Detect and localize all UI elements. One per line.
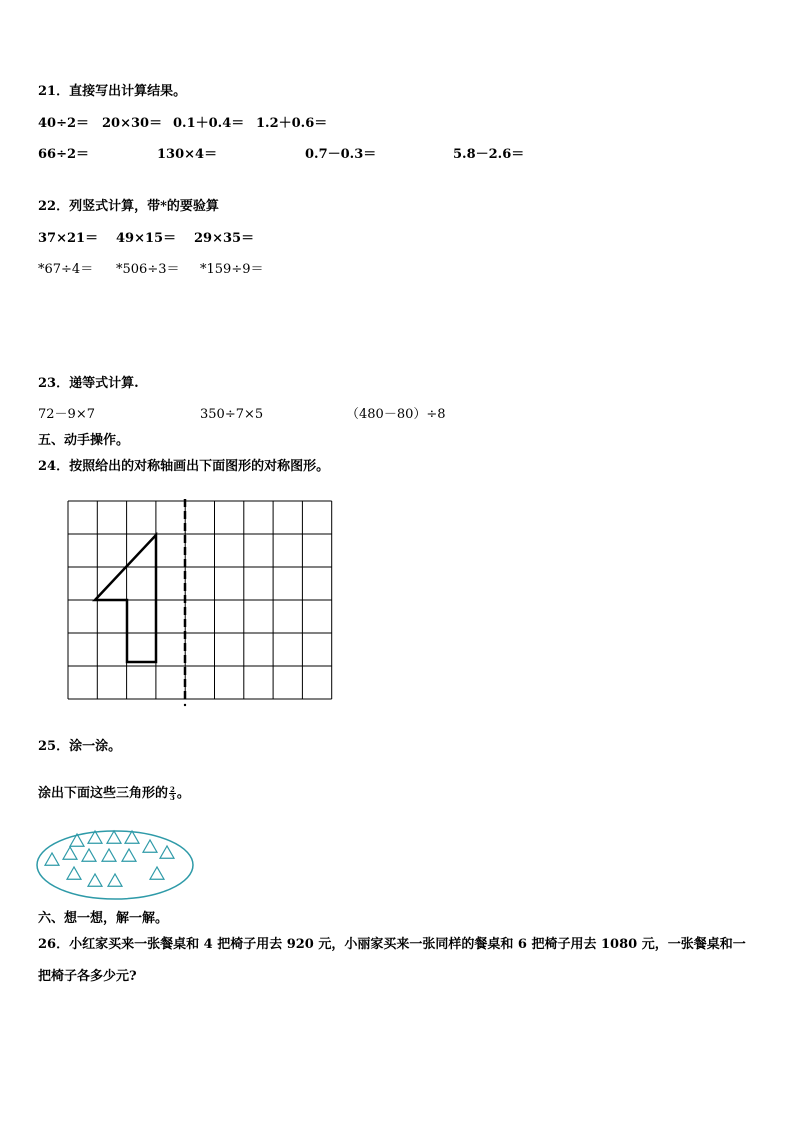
q23-title: 23．递等式计算. xyxy=(38,376,139,391)
q21-expr-2: 20×30＝ xyxy=(102,116,163,131)
triangle-outline xyxy=(122,849,136,861)
q23-expr-2: 350÷7×5 xyxy=(200,407,264,422)
q26-line-1: 26．小红家买来一张餐桌和 4 把椅子用去 920 元，小丽家买来一张同样的餐桌和 6 把椅子用去 1080 元，一张餐桌和一 xyxy=(38,937,746,952)
triangle-outline xyxy=(63,847,77,859)
shape-figure-four xyxy=(95,535,156,662)
q22-expr-3: 29×35＝ xyxy=(194,231,255,246)
q22-expr-6: *159÷9＝ xyxy=(200,262,264,277)
q25-instruction-suffix: 。 xyxy=(176,786,190,801)
fraction-two-thirds xyxy=(169,786,176,801)
section-5-heading: 五、动手操作。 xyxy=(38,433,130,448)
q25-instruction-prefix: 涂出下面这些三角形的 xyxy=(38,786,169,801)
q25-title: 25．涂一涂。 xyxy=(38,739,122,754)
section-6-heading: 六、想一想，解一解。 xyxy=(38,911,169,926)
symmetry-grid xyxy=(60,495,350,710)
q21-title: 21．直接写出计算结果。 xyxy=(38,84,187,99)
triangle-outline xyxy=(150,867,164,879)
q21-expr-3: 0.1＋0.4＝ xyxy=(173,116,245,131)
q25-instruction xyxy=(38,786,190,802)
q21-expr-7: 0.7－0.3＝ xyxy=(305,147,377,162)
ellipse-outline xyxy=(37,831,193,899)
triangle-outline xyxy=(160,846,174,858)
q23-expr-1: 72－9×7 xyxy=(38,407,95,422)
q22-expr-1: 37×21＝ xyxy=(38,231,99,246)
triangle-outline xyxy=(82,849,96,861)
q24-title: 24．按照给出的对称轴画出下面图形的对称图形。 xyxy=(38,459,330,474)
q22-expr-4: *67÷4＝ xyxy=(38,262,94,277)
q21-expr-8: 5.8－2.6＝ xyxy=(453,147,525,162)
q23-expr-3: （480－80）÷8 xyxy=(346,407,446,422)
fraction-numerator: 2 xyxy=(170,785,175,794)
triangle-ellipse xyxy=(32,826,202,906)
q21-expr-4: 1.2＋0.6＝ xyxy=(256,116,328,131)
q22-title: 22．列竖式计算，带*的要验算 xyxy=(38,199,219,214)
q21-expr-6: 130×4＝ xyxy=(157,147,218,162)
q22-expr-2: 49×15＝ xyxy=(116,231,177,246)
fraction-denominator: 3 xyxy=(170,793,175,802)
triangle-outline xyxy=(107,831,121,843)
axis-end-dot xyxy=(184,704,186,706)
triangle-outline xyxy=(102,849,116,861)
triangle-outline xyxy=(45,853,59,865)
triangle-outline xyxy=(108,874,122,886)
triangle-outline xyxy=(67,867,81,879)
q22-expr-5: *506÷3＝ xyxy=(116,262,180,277)
triangle-outline xyxy=(143,840,157,852)
q26-line-2: 把椅子各多少元? xyxy=(38,969,137,984)
triangle-outline xyxy=(88,874,102,886)
q21-expr-1: 40÷2＝ xyxy=(38,116,90,131)
q21-expr-5: 66÷2＝ xyxy=(38,147,90,162)
